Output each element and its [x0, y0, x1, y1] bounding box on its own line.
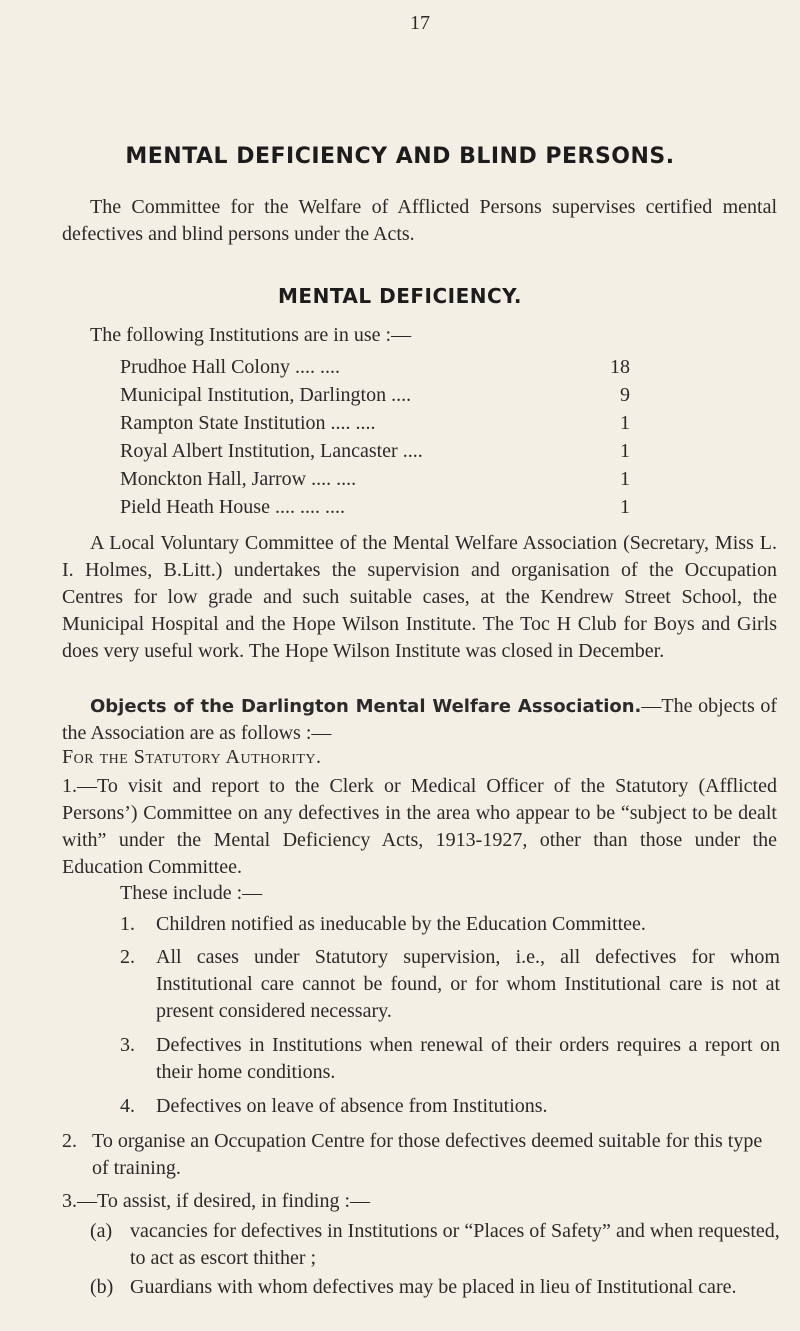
sub-item-text: All cases under Statutory supervision, i.e., all defectives for whom Institutional care cannot be found, or for whom Institutional care is not at present considered necessary. — [156, 946, 780, 1022]
intro-paragraph: The Committee for the Welfare of Afflicted Persons supervises certified mental defectives and blind persons under the Acts. — [62, 196, 777, 245]
sub-item-text: Children notified as ineducable by the Education Committee. — [156, 913, 646, 935]
item-3-sub — [90, 1274, 780, 1301]
item-2-text: To organise an Occupation Centre for those defectives deemed suitable for this type of training. — [92, 1130, 763, 1179]
page-number: 17 — [410, 12, 430, 34]
institution-row — [120, 496, 630, 522]
sub-item-number: 2. — [120, 946, 135, 968]
institution-row — [120, 468, 630, 494]
item-1: 1.—To visit and report to the Clerk or Medical Officer of the Statutory (Afflicted Persons’) Committee on any defectives in the area who appear to be “subject to be dealt with” under the Mental Deficiency Acts, 1913-1927, other than those under the Education Committee. — [62, 775, 777, 878]
institution-name: Rampton State Institution .... .... — [120, 412, 376, 434]
institution-row — [120, 356, 630, 382]
statutory-heading: For the Statutory Authority. — [62, 746, 322, 768]
institution-name: Monckton Hall, Jarrow .... .... — [120, 468, 357, 490]
sub-item-number: 1. — [120, 913, 135, 935]
institutions-intro: The following Institutions are in use :— — [90, 324, 412, 346]
item-3-sub-text: Guardians with whom defectives may be placed in lieu of Institutional care. — [130, 1276, 737, 1298]
item-3-sub — [90, 1218, 780, 1272]
institution-row — [120, 412, 630, 438]
sub-item-text: Defectives in Institutions when renewal of their orders requires a report on their home conditions. — [156, 1034, 780, 1083]
institution-count: 18 — [610, 356, 630, 378]
institution-count: 1 — [620, 440, 630, 462]
item-3-sub-text: vacancies for defectives in Institutions or “Places of Safety” and when requested, to act as escort thither ; — [130, 1220, 780, 1269]
item-2 — [62, 1128, 777, 1182]
local-committee-paragraph: A Local Voluntary Committee of the Mental Welfare Association (Secretary, Miss L. I. Holmes, B.Litt.) undertakes the supervision and organisation of the Occupation Centres for low grade and such suitable cases, at the Kendrew Street School, the Municipal Hospital and the Hope Wilson Institute. The Toc H Club for Boys and Girls does very useful work. The Hope Wilson Institute was closed in December. — [62, 532, 777, 662]
item-2-number: 2. — [62, 1130, 77, 1152]
institution-count: 9 — [620, 384, 630, 406]
institution-row — [120, 440, 630, 466]
sub-item-number: 3. — [120, 1034, 135, 1056]
sub-item-number: 4. — [120, 1095, 135, 1117]
institution-name: Pield Heath House .... .... .... — [120, 496, 345, 518]
objects-heading: Objects of the Darlington Mental Welfare Association. — [90, 696, 642, 717]
these-include-label: These include :— — [120, 882, 263, 904]
institution-count: 1 — [620, 412, 630, 434]
objects-paragraph — [62, 693, 777, 747]
institution-row — [120, 384, 630, 410]
institution-name: Prudhoe Hall Colony .... .... — [120, 356, 340, 378]
item-3-sub-label: (b) — [90, 1276, 114, 1298]
item-3: 3.—To assist, if desired, in finding :— — [62, 1190, 371, 1212]
institution-name: Municipal Institution, Darlington .... — [120, 384, 412, 406]
page-title: MENTAL DEFICIENCY AND BLIND PERSONS. — [125, 144, 675, 169]
section-heading-mental-deficiency: MENTAL DEFICIENCY. — [278, 284, 522, 308]
institution-count: 1 — [620, 496, 630, 518]
sub-item — [120, 911, 780, 938]
institution-count: 1 — [620, 468, 630, 490]
institution-name: Royal Albert Institution, Lancaster .... — [120, 440, 423, 462]
objects-text: —The objects of the Association are as follows :— — [62, 695, 777, 744]
sub-item — [120, 944, 780, 1025]
sub-item — [120, 1032, 780, 1086]
item-3-sub-label: (a) — [90, 1220, 113, 1242]
sub-item — [120, 1093, 780, 1120]
sub-item-text: Defectives on leave of absence from Institutions. — [156, 1095, 548, 1117]
